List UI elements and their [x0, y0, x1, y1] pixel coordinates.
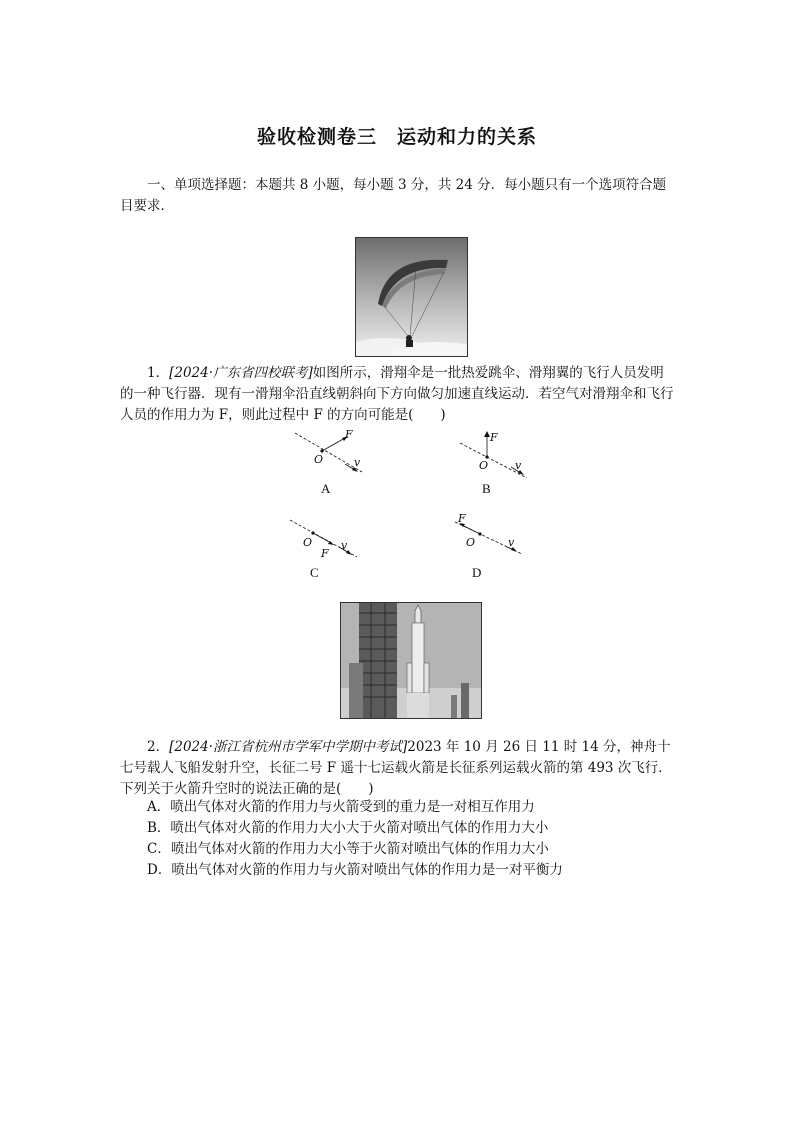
q2-number: 2． — [147, 739, 170, 755]
q1-source: [2024·广东省四校联考] — [169, 365, 313, 381]
option-a-diagram — [290, 430, 370, 480]
option-b-diagram — [455, 430, 535, 480]
option-c-diagram — [285, 515, 365, 565]
option-b-velocity-label: v — [515, 459, 522, 472]
option-b-force-label: F — [490, 431, 498, 444]
q1-stem: 如图所示，滑翔伞是一批热爱跳伞、滑翔翼的飞行人员发明的一种飞行器．现有一滑翔伞沿直线朝斜向下方向做匀加速直线运动．若空气对滑翔伞和飞行人员的作用力为 F，则此过程中 F 的方向可能是( ) — [120, 365, 674, 423]
q2-option-c: C．喷出气体对火箭的作用力大小等于火箭对喷出气体的作用力大小 — [147, 841, 549, 857]
question-2 — [120, 737, 676, 800]
option-a-origin-label: O — [314, 453, 324, 466]
option-c-letter: C — [310, 565, 319, 580]
q2-source: [2024·浙江省杭州市学军中学期中考试] — [169, 739, 408, 755]
section-heading: 一、单项选择题：本题共 8 小题，每小题 3 分，共 24 分．每小题只有一个选项符合题目要求． — [120, 177, 667, 214]
q2-option-d: D．喷出气体对火箭的作用力与火箭对喷出气体的作用力是一对平衡力 — [147, 862, 563, 878]
q1-number: 1． — [147, 365, 170, 381]
option-d-diagram — [450, 512, 530, 562]
option-d-velocity-label: v — [508, 536, 515, 549]
option-b-letter: B — [482, 481, 491, 496]
question-1 — [120, 363, 676, 426]
q2-stem: 2023 年 10 月 26 日 11 时 14 分，神舟十七号载人飞船发射升空，长征二号 F 遥十七运载火箭是长征系列运载火箭的第 493 次飞行．下列关于火箭升空时的说法正确的是( ) — [120, 739, 672, 797]
option-c-force-label: F — [321, 547, 329, 560]
option-d-origin-label: O — [466, 536, 476, 549]
option-a-force-label: F — [345, 430, 353, 441]
option-b-origin-label: O — [479, 459, 489, 472]
q2-option-a: A．喷出气体对火箭的作用力与火箭受到的重力是一对相互作用力 — [147, 799, 535, 815]
option-d-force-label: F — [458, 512, 466, 525]
rocket-launch-photo — [340, 602, 482, 719]
option-c-velocity-label: v — [341, 539, 348, 552]
option-a-velocity-label: v — [354, 456, 361, 469]
page-title: 验收检测卷三 运动和力的关系 — [256, 126, 537, 148]
q2-option-b: B．喷出气体对火箭的作用力大小大于火箭对喷出气体的作用力大小 — [147, 820, 549, 836]
paraglider-photo — [355, 237, 468, 357]
option-d-letter: D — [472, 565, 482, 580]
option-a-letter: A — [321, 481, 331, 496]
option-c-origin-label: O — [303, 536, 313, 549]
